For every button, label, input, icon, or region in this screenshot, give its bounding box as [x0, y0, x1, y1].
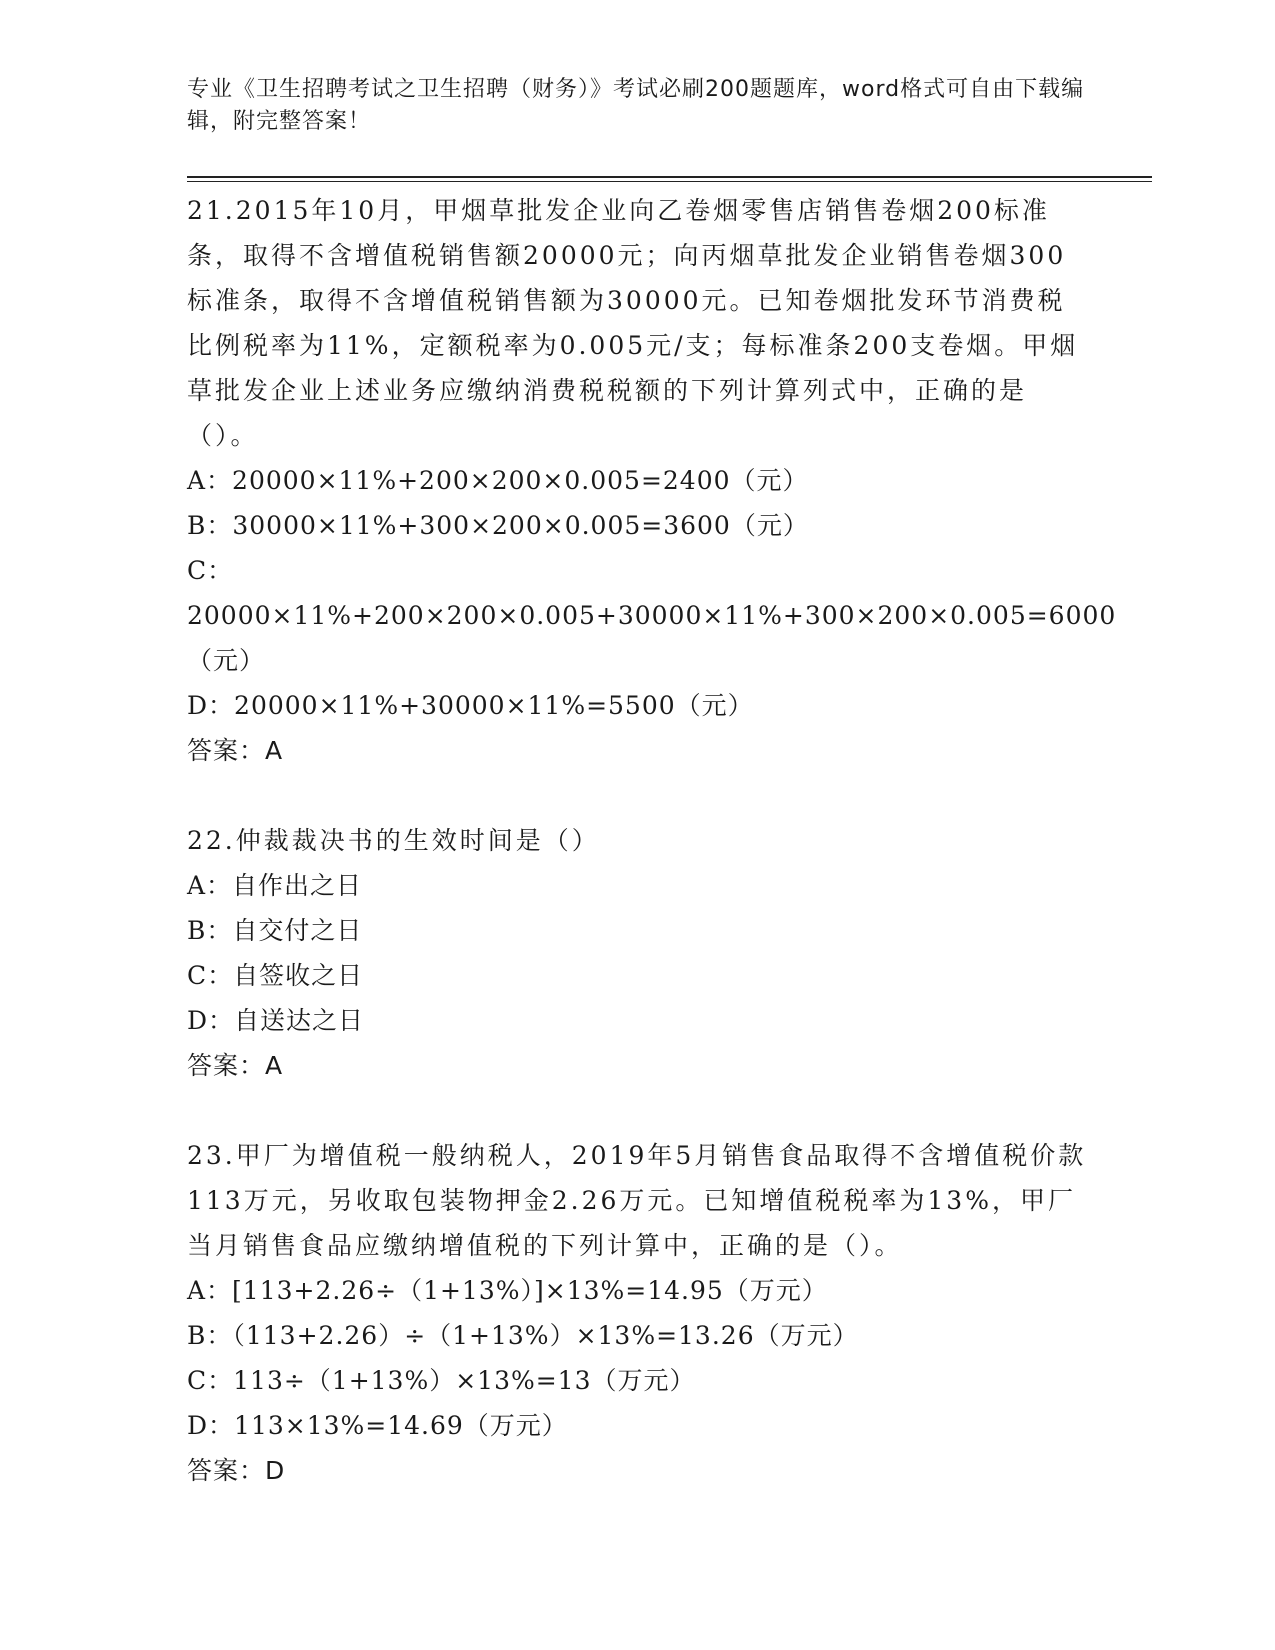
header-rule-thin [187, 181, 1152, 182]
option-d: D：113×13%=14.69（万元） [187, 1411, 568, 1440]
option-c: C：113÷（1+13%）×13%=13（万元） [187, 1366, 696, 1395]
option-d: D：20000×11%+30000×11%=5500（元） [187, 691, 754, 720]
question-21 [187, 188, 1117, 773]
header-rule-thick [187, 176, 1152, 178]
answer: 答案：A [187, 1051, 284, 1080]
question-stem: 21.2015年10月，甲烟草批发企业向乙卷烟零售店销售卷烟200标准条，取得不含增值税销售额20000元；向丙烟草批发企业销售卷烟300标准条，取得不含增值税销售额为30000元。已知卷烟批发环节消费税比例税率为11%，定额税率为0.005元/支；每标准条200支卷烟。甲烟草批发企业上述业务应缴纳消费税税额的下列计算列式中，正确的是（）。 [187, 196, 1079, 450]
question-stem: 22.仲裁裁决书的生效时间是（） [187, 826, 600, 855]
option-b: B：（113+2.26）÷（1+13%）×13%=13.26（万元） [187, 1321, 859, 1350]
question-23 [187, 1133, 1087, 1493]
question-22 [187, 818, 1087, 1088]
option-b: B：30000×11%+300×200×0.005=3600（元） [187, 511, 809, 540]
question-list [187, 188, 1117, 1538]
option-b: B：自交付之日 [187, 916, 363, 945]
option-a: A：20000×11%+200×200×0.005=2400（元） [187, 466, 809, 495]
answer: 答案：D [187, 1456, 286, 1485]
document-header: 专业《卫生招聘考试之卫生招聘（财务）》考试必刷200题题库，word格式可自由下载编辑，附完整答案！ [187, 77, 1085, 134]
answer: 答案：A [187, 736, 284, 765]
option-d: D：自送达之日 [187, 1006, 365, 1035]
question-stem: 23.甲厂为增值税一般纳税人，2019年5月销售食品取得不含增值税价款113万元，另收取包装物押金2.26万元。已知增值税税率为13%，甲厂当月销售食品应缴纳增值税的下列计算中，正确的是（）。 [187, 1141, 1087, 1260]
option-c: C：自签收之日 [187, 961, 364, 990]
option-a: A：[113+2.26÷（1+13%）]×13%=14.95（万元） [187, 1276, 828, 1305]
option-a: A：自作出之日 [187, 871, 363, 900]
option-c: C：20000×11%+200×200×0.005+30000×11%+300×200×0.005=6000（元） [187, 556, 1117, 675]
